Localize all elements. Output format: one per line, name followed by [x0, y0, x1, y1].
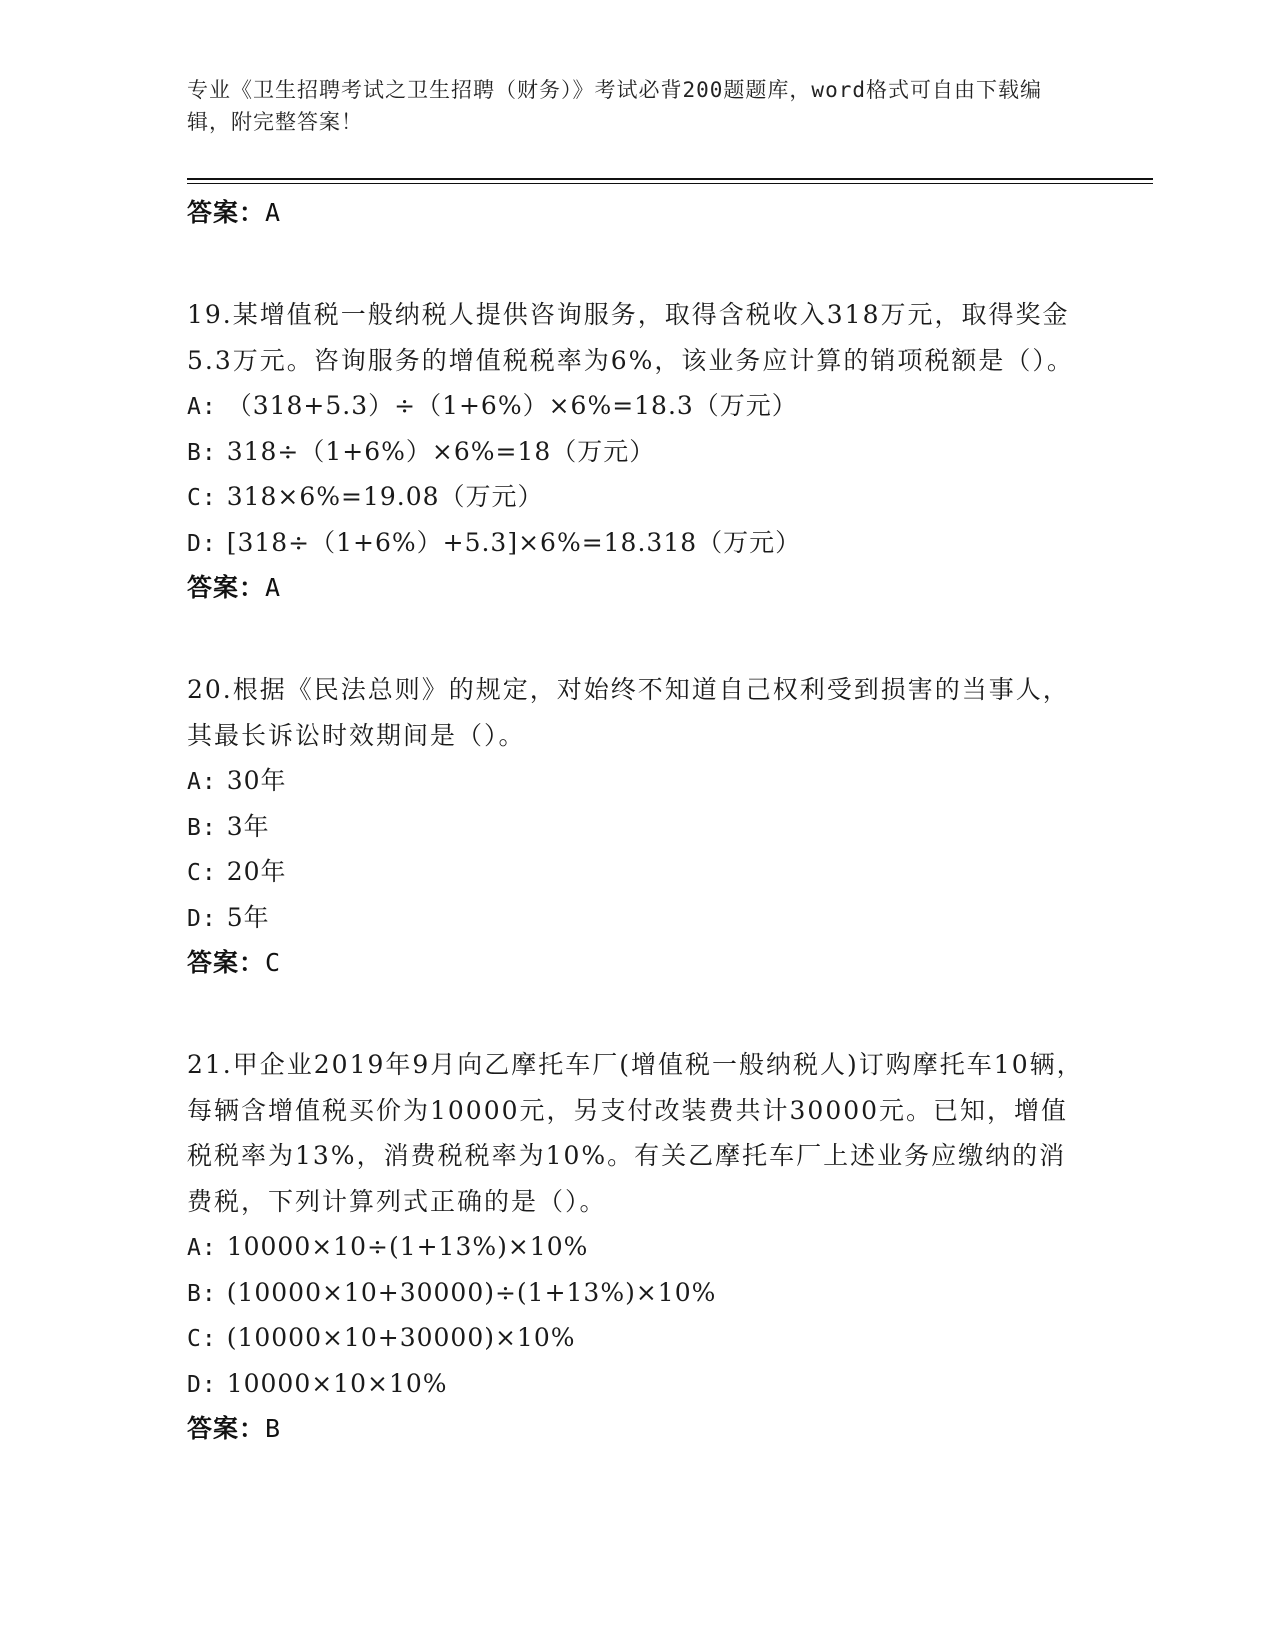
question-stem: 19.某增值税一般纳税人提供咨询服务，取得含税收入318万元，取得奖金5.3万元。咨询服务的增值税税率为6%，该业务应计算的销项税额是（）。: [187, 300, 1074, 375]
option-key: A:: [187, 394, 217, 420]
question-19: [187, 292, 1087, 611]
option-key: C:: [187, 485, 217, 511]
option-text: (10000×10+30000)÷(1+13%)×10%: [226, 1277, 717, 1307]
option-text: 10000×10×10%: [226, 1368, 448, 1398]
page-header: 专业《卫生招聘考试之卫生招聘（财务）》考试必背200题题库，word格式可自由下载编辑，附完整答案！: [187, 78, 1042, 134]
answer-line: [187, 565, 1087, 611]
option-text: 3年: [226, 811, 270, 841]
option-key: A:: [187, 769, 217, 795]
option-key: C:: [187, 860, 217, 886]
option-d: [187, 895, 1087, 941]
option-key: D:: [187, 905, 217, 932]
option-text: 318×6%=19.08（万元）: [226, 482, 544, 511]
option-b: [187, 1270, 1087, 1316]
option-c: [187, 1315, 1087, 1361]
option-text: 318÷（1+6%）×6%=18（万元）: [226, 436, 656, 466]
answer-value: A: [265, 198, 282, 227]
option-a: [187, 383, 1087, 429]
answer-line: [187, 190, 1087, 236]
question-stem: 21.甲企业2019年9月向乙摩托车厂(增值税一般纳税人)订购摩托车10辆，每辆含增值税买价为10000元，另支付改装费共计30000元。已知，增值税税率为13%，消费税税率为10%。有关乙摩托车厂上述业务应缴纳的消费税，下列计算列式正确的是（）。: [187, 1050, 1084, 1216]
answer-label: 答案：: [187, 198, 266, 227]
option-b: [187, 429, 1087, 475]
option-text: 20年: [226, 857, 287, 886]
question-20: [187, 667, 1087, 986]
option-a: [187, 1224, 1087, 1270]
question-list: [187, 190, 1087, 1452]
answer-line: [187, 940, 1087, 986]
answer-label: 答案：: [187, 1414, 266, 1443]
option-text: 30年: [226, 766, 287, 795]
answer-line: [187, 1406, 1087, 1452]
option-text: （318+5.3）÷（1+6%）×6%=18.3（万元）: [226, 391, 798, 420]
option-text: 10000×10÷(1+13%)×10%: [226, 1232, 589, 1261]
option-d: [187, 520, 1087, 566]
answer-value: C: [265, 948, 282, 977]
option-a: [187, 758, 1087, 804]
question-stem: 20.根据《民法总则》的规定，对始终不知道自己权利受到损害的当事人，其最长诉讼时效期间是（）。: [187, 675, 1070, 750]
answer-label: 答案：: [187, 573, 266, 602]
question-21: [187, 1042, 1087, 1452]
header-divider-thin: [187, 183, 1153, 184]
option-key: C:: [187, 1326, 217, 1352]
option-b: [187, 804, 1087, 850]
option-key: B:: [187, 814, 217, 841]
option-key: D:: [187, 1371, 217, 1398]
option-d: [187, 1361, 1087, 1407]
option-text: [318÷（1+6%）+5.3]×6%=18.318（万元）: [226, 527, 802, 557]
option-c: [187, 849, 1087, 895]
option-text: 5年: [226, 902, 270, 932]
option-key: B:: [187, 439, 217, 466]
option-key: B:: [187, 1280, 217, 1307]
option-key: D:: [187, 530, 217, 557]
answer-value: B: [265, 1414, 282, 1443]
header-divider-thick: [187, 178, 1153, 180]
option-c: [187, 474, 1087, 520]
option-text: (10000×10+30000)×10%: [226, 1323, 576, 1352]
option-key: A:: [187, 1235, 217, 1261]
answer-label: 答案：: [187, 948, 266, 977]
answer-value: A: [265, 573, 282, 602]
